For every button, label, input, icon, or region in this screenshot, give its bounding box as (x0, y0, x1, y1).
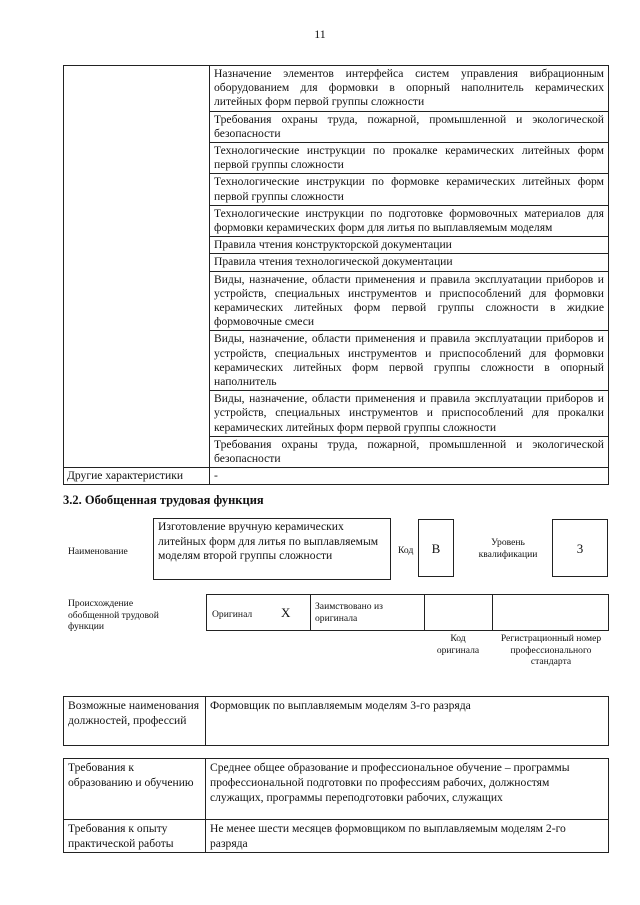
knowledge-item: Виды, назначение, области применения и правила эксплуатации приборов и устройств, специальных инструментов и приспособлений для формовки керамических литейных форм первой группы сложности в жидкие формовочные смеси (210, 271, 609, 331)
table-row (64, 820, 609, 853)
divider (424, 594, 425, 631)
knowledge-item: Назначение элементов интерфейса систем управления вибрационным оборудованием для формовки в опорный наполнитель керамических литейных форм первой группы сложности (210, 66, 609, 112)
knowledge-item: Правила чтения конструкторской документации (210, 237, 609, 254)
table-row (64, 759, 609, 820)
table-row (64, 697, 609, 746)
name-label: Наименование (68, 546, 128, 557)
registration-number-caption: Регистрационный номер профессионального стандарта (500, 633, 602, 667)
experience-label: Требования к опыту практической работы (64, 820, 206, 853)
education-value: Среднее общее образование и профессиональное обучение – программы профессиональной подготовки по профессиям рабочих, должностям служащих, программы переподготовки рабочих, служащих (206, 759, 609, 820)
positions-value: Формовщик по выплавляемым моделям 3-го разряда (206, 697, 609, 746)
knowledge-item: Технологические инструкции по прокалке керамических литейных форм первой группы сложности (210, 143, 609, 174)
qualification-level-value: 3 (552, 519, 608, 577)
positions-label: Возможные наименования должностей, профессий (64, 697, 206, 746)
original-checkmark: X (281, 605, 291, 620)
knowledge-item: Требования охраны труда, пожарной, промышленной и экологической безопасности (210, 436, 609, 467)
knowledge-item: Требования охраны труда, пожарной, промышленной и экологической безопасности (210, 111, 609, 142)
section-title: 3.2. Обобщенная трудовая функция (63, 493, 264, 507)
knowledge-item: Виды, назначение, области применения и правила эксплуатации приборов и устройств, специальных инструментов и приспособлений для формовки керамических литейных форм первой группы сложности в опорный наполнитель (210, 331, 609, 391)
requirements-table (63, 758, 609, 853)
divider (310, 594, 311, 631)
page-number: 11 (314, 27, 326, 41)
code-label: Код (398, 545, 414, 556)
other-characteristics-label: Другие характеристики (64, 468, 210, 485)
table-row (64, 66, 609, 112)
knowledge-item: Виды, назначение, области применения и правила эксплуатации приборов и устройств, специальных инструментов и приспособлений для прокалки керамических литейных форм первой группы сложности (210, 391, 609, 437)
origin-label: Происхождение обобщенной трудовой функции (68, 598, 159, 632)
original-label: Оригинал (212, 609, 253, 620)
function-name-value: Изготовление вручную керамических литейных форм для литья по выплавляемым моделям второй группы сложности (153, 518, 391, 580)
knowledge-item: Технологические инструкции по формовке керамических литейных форм первой группы сложности (210, 174, 609, 205)
original-code-caption: Код оригинала (436, 633, 480, 656)
divider (492, 594, 493, 631)
experience-value: Не менее шести месяцев формовщиком по выплавляемым моделям 2-го разряда (206, 820, 609, 853)
education-label: Требования к образованию и обучению (64, 759, 206, 820)
borrowed-label: Заимствовано из оригинала (315, 601, 383, 624)
qualification-level-label: Уровень квалификации (478, 537, 538, 560)
other-characteristics-value: - (210, 468, 609, 485)
knowledge-item: Технологические инструкции по подготовке формовочных материалов для формовки керамических форм для литья по выплавляемым моделям (210, 205, 609, 236)
code-value: B (418, 519, 454, 577)
positions-table (63, 696, 609, 746)
table-row (64, 468, 609, 485)
knowledge-item: Правила чтения технологической документации (210, 254, 609, 271)
label-cell-empty (64, 66, 210, 468)
knowledge-table (63, 65, 609, 485)
